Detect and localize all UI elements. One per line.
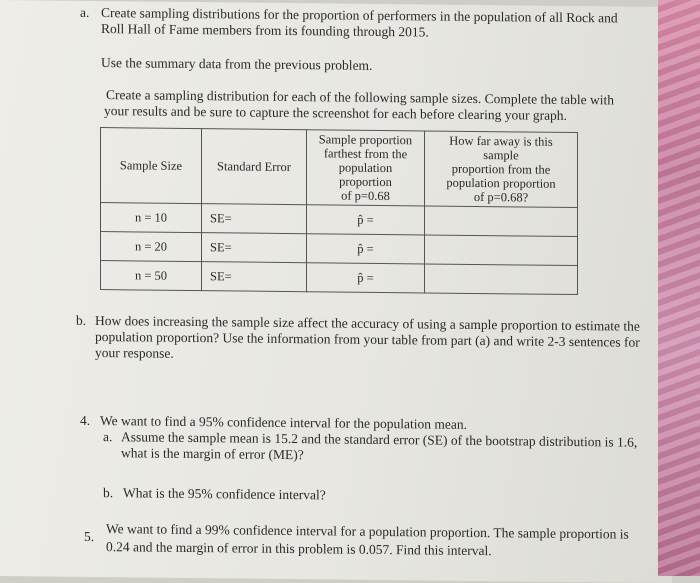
header-farthest-line1: Sample proportion [318,132,413,148]
part-b-line3: your response. [95,344,174,361]
header-farthest-line4: of p=0.68 [341,188,390,204]
question-5-line2: 0.24 and the margin of error in this problem is 0.057. Find this interval. [106,539,492,559]
header-farthest-proportion [307,130,425,206]
header-how-far-line4: of p=0.68? [473,189,529,205]
header-how-far [425,131,578,208]
header-how-far-line1: How far away is this sample [449,133,553,163]
header-standard-error: Standard Error [202,129,307,205]
table-row [101,261,578,295]
question-4a-label: a. [103,429,113,445]
part-b-label: b. [76,312,87,328]
farthest-proportion-cell[interactable]: p̂ = [307,234,425,264]
part-a-label: a. [80,4,90,20]
part-b-line1: How does increasing the sample size affect the accuracy of using a sample proportion to estimate the [95,312,640,334]
question-4-number: 4. [80,412,91,428]
farthest-proportion-cell[interactable]: p̂ = [307,205,425,235]
question-5-number: 5. [84,528,95,544]
how-far-cell[interactable] [425,235,578,266]
question-4b-text: What is the 95% confidence interval? [123,485,326,503]
header-farthest-line3: population proportion [338,160,393,190]
header-how-far-line2: proportion from the [451,161,551,177]
pink-fabric-background [658,0,700,576]
header-farthest-line2: farthest from the [323,146,408,162]
sample-size-cell: n = 50 [101,261,202,291]
question-4b-label: b. [103,485,114,501]
part-b-line2: population proportion? Use the information from your table from part (a) and write 2-3 sentences for [95,328,640,350]
part-a-line1: Create sampling distributions for the proportion of performers in the population of all Rock and [101,5,618,26]
question-4a-line1: Assume the sample mean is 15.2 and the standard error (SE) of the bootstrap distribution is 1.6, [121,429,638,450]
header-how-far-line3: population proportion [446,175,556,191]
sampling-table [100,127,578,295]
part-a-instruction-line2: your results and be sure to capture the screenshot for each before clearing your graph. [104,103,567,123]
header-sample-size: Sample Size [101,128,202,204]
question-5-line1: We want to find a 99% confidence interval for a population proportion. The sample proportion is [106,521,629,542]
part-a-instruction-line1: Create a sampling distribution for each of the following sample sizes. Complete the table with [106,87,614,108]
farthest-proportion-cell[interactable]: p̂ = [307,263,425,293]
standard-error-cell[interactable]: SE= [202,204,307,234]
table-header-row [101,128,578,208]
question-4a-line2: what is the margin of error (ME)? [121,445,304,463]
part-a-line2: Roll Hall of Fame members from its founding through 2015. [101,21,429,40]
how-far-cell[interactable] [425,206,578,237]
part-a-summary: Use the summary data from the previous problem. [101,55,373,73]
how-far-cell[interactable] [425,264,578,295]
question-4-text: We want to find a 95% confidence interval for the population mean. [100,413,468,432]
standard-error-cell[interactable]: SE= [202,262,307,292]
standard-error-cell[interactable]: SE= [202,233,307,263]
sample-size-cell: n = 20 [101,232,202,262]
sample-size-cell: n = 10 [101,203,202,233]
